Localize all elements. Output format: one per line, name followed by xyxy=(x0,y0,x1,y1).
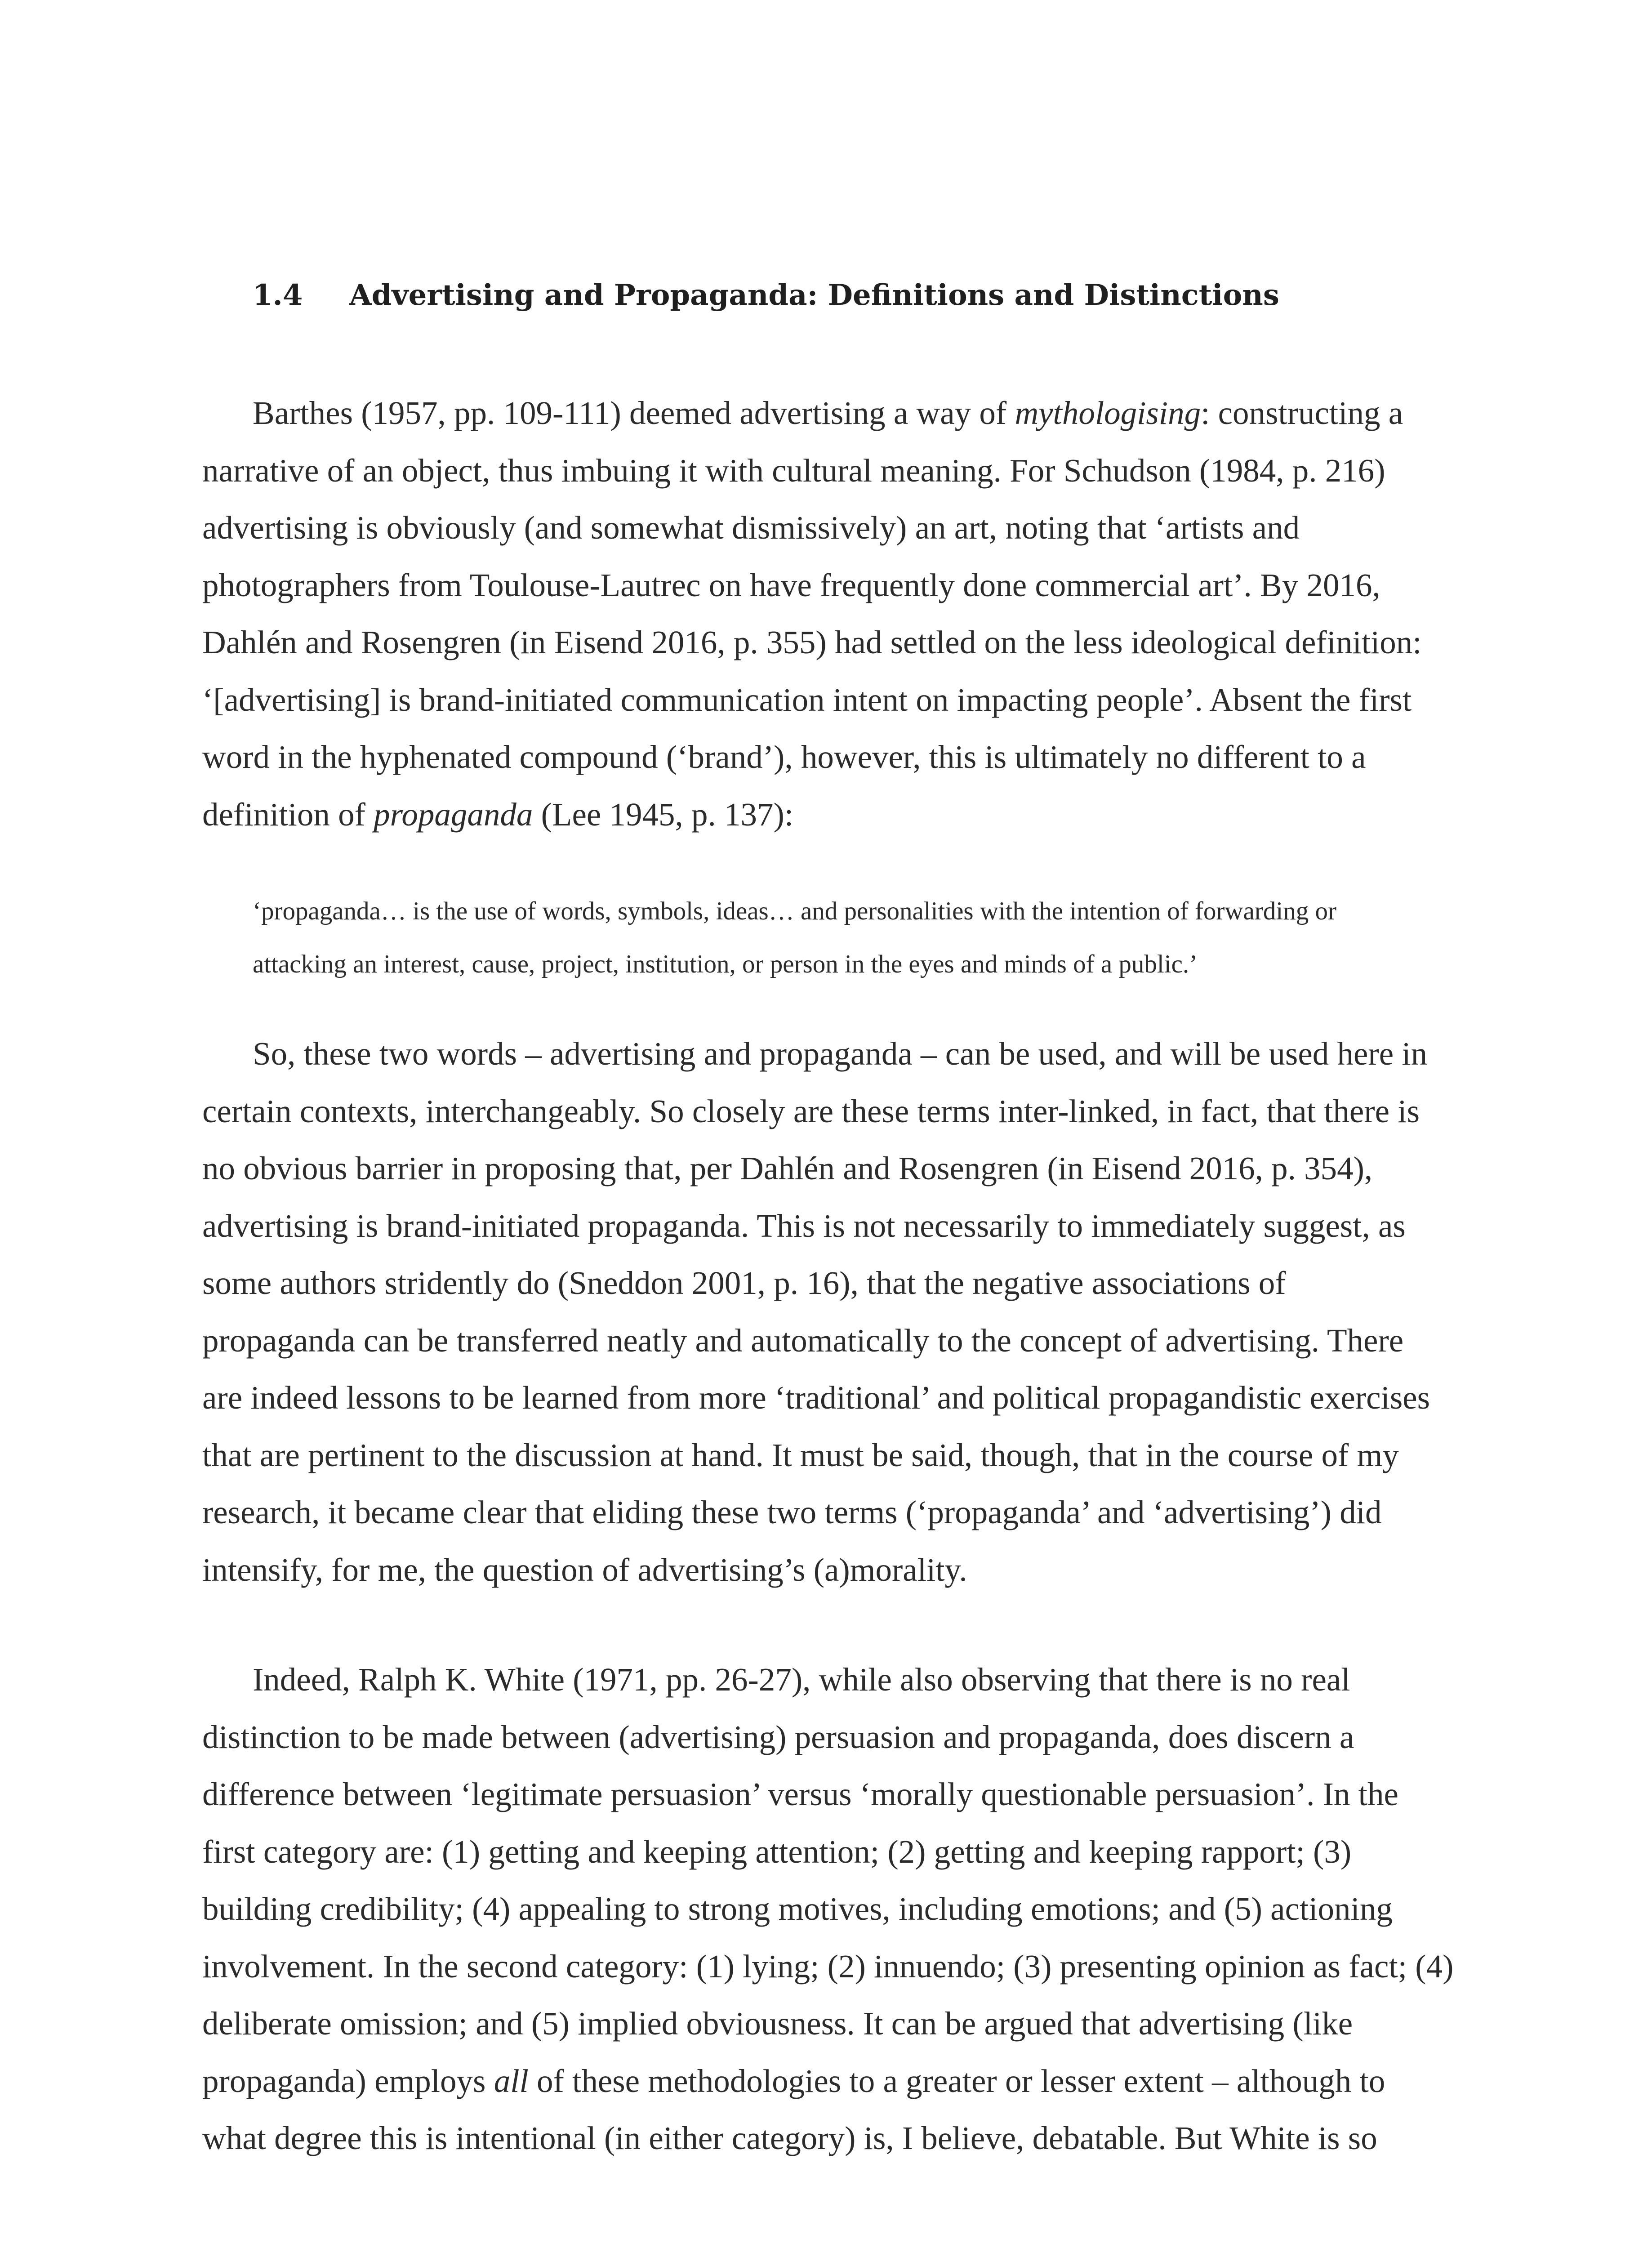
emphasis-mythologising: mythologising xyxy=(1015,395,1201,431)
text-line: building credibility; (4) appealing to strong motives, including emotions; and (5) actioning xyxy=(202,1891,1393,1927)
text-line: Barthes (1957, pp. 109-111) deemed advertising a way of mythologising: constructing a xyxy=(253,395,1403,431)
text-line: word in the hyphenated compound (‘brand’), however, this is ultimately no different to a xyxy=(202,739,1366,775)
quote-line: ‘propaganda… is the use of words, symbols, ideas… and personalities with the intention of forwarding or xyxy=(253,897,1336,925)
text-line: involvement. In the second category: (1) lying; (2) innuendo; (3) presenting opinion as fact; (4) xyxy=(202,1948,1454,1985)
text-line: advertising is brand-initiated propaganda. This is not necessarily to immediately suggest, as xyxy=(202,1207,1406,1244)
text-line: propaganda) employs all of these methodologies to a greater or lesser extent – although to xyxy=(202,2062,1385,2099)
text-line: Indeed, Ralph K. White (1971, pp. 26-27), while also observing that there is no real xyxy=(253,1661,1350,1698)
quote-line: attacking an interest, cause, project, institution, or person in the eyes and minds of a public.’ xyxy=(253,950,1198,978)
text-line: narrative of an object, thus imbuing it with cultural meaning. For Schudson (1984, p. 216) xyxy=(202,452,1385,489)
paragraph-white xyxy=(202,1651,1454,2167)
section-number: 1.4 xyxy=(253,278,303,312)
text-line: are indeed lessons to be learned from more ‘traditional’ and political propagandistic exercises xyxy=(202,1379,1430,1416)
section-heading xyxy=(253,275,1444,316)
text-line: intensify, for me, the question of advertising’s (a)morality. xyxy=(202,1551,967,1588)
text-line: propaganda can be transferred neatly and automatically to the concept of advertising. There xyxy=(202,1322,1404,1359)
emphasis-propaganda: propaganda xyxy=(374,796,533,833)
text-line: Dahlén and Rosengren (in Eisend 2016, p. 355) had settled on the less ideological definition: xyxy=(202,624,1422,660)
text-line: certain contexts, interchangeably. So closely are these terms inter-linked, in fact, that there is xyxy=(202,1093,1420,1129)
emphasis-all: all xyxy=(494,2062,529,2099)
text-line: So, these two words – advertising and propaganda – can be used, and will be used here in xyxy=(253,1035,1428,1072)
text-line: some authors stridently do (Sneddon 2001, p. 16), that the negative associations of xyxy=(202,1265,1286,1301)
text-line: difference between ‘legitimate persuasion’ versus ‘morally questionable persuasion’. In the xyxy=(202,1776,1398,1812)
text-line: deliberate omission; and (5) implied obviousness. It can be argued that advertising (like xyxy=(202,2005,1353,2042)
text-line: that are pertinent to the discussion at hand. It must be said, though, that in the course of my xyxy=(202,1436,1399,1473)
text-line: no obvious barrier in proposing that, per Dahlén and Rosengren (in Eisend 2016, p. 354), xyxy=(202,1150,1373,1186)
paragraph-barthes xyxy=(202,384,1443,843)
text-line: research, it became clear that eliding these two terms (‘propaganda’ and ‘advertising’) did xyxy=(202,1494,1382,1530)
text-line: advertising is obviously (and somewhat dismissively) an art, noting that ‘artists and xyxy=(202,509,1300,546)
text-line: ‘[advertising] is brand-initiated communication intent on impacting people’. Absent the first xyxy=(202,681,1412,718)
text-line: first category are: (1) getting and keeping attention; (2) getting and keeping rapport; (3) xyxy=(202,1833,1352,1870)
block-quote xyxy=(253,885,1444,991)
section-title: Advertising and Propaganda: Definitions and Distinctions xyxy=(349,278,1279,312)
text-line: photographers from Toulouse-Lautrec on have frequently done commercial art’. By 2016, xyxy=(202,566,1380,603)
text-line: definition of propaganda (Lee 1945, p. 137): xyxy=(202,796,794,833)
paragraph-interchangeable xyxy=(202,1025,1443,1598)
text-line: what degree this is intentional (in either category) is, I believe, debatable. But White is so xyxy=(202,2120,1377,2156)
text-line: distinction to be made between (advertising) persuasion and propaganda, does discern a xyxy=(202,1718,1354,1755)
